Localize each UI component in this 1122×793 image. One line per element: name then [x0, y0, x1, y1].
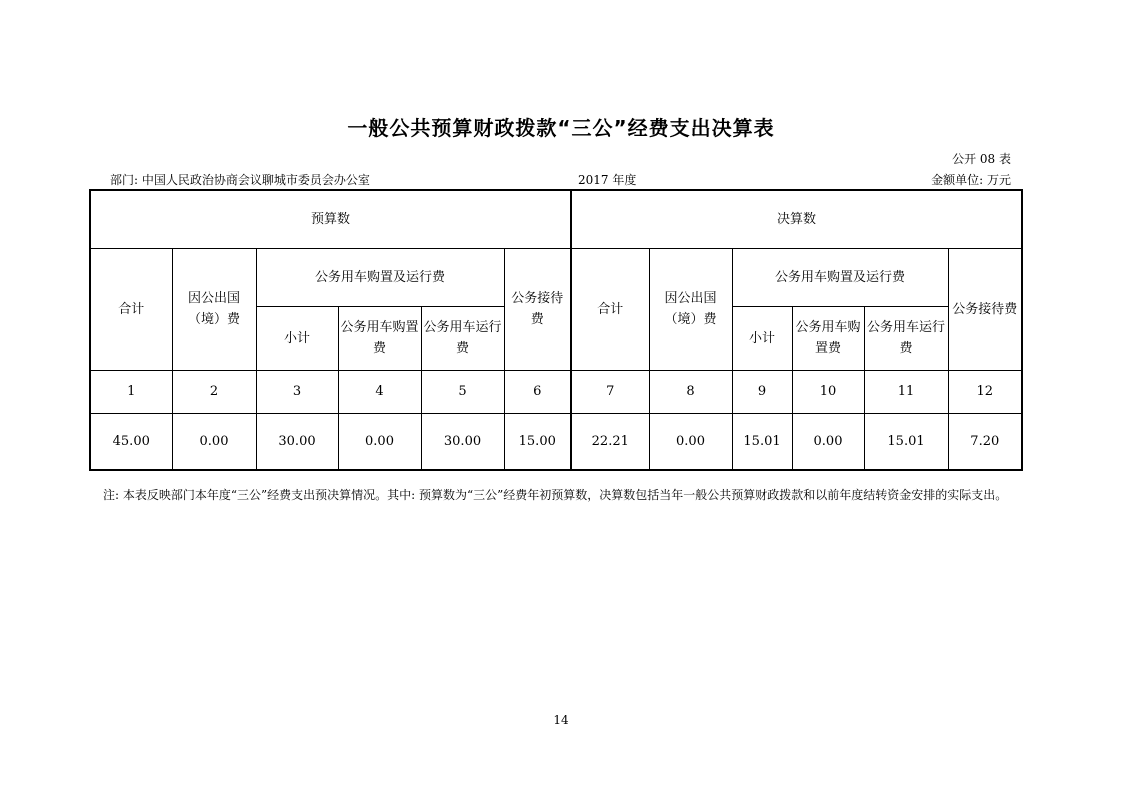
budget-abroad-header: 因公出国（境）费 [172, 248, 256, 370]
final-reception-header: 公务接待费 [948, 248, 1022, 370]
col-number: 2 [172, 370, 256, 413]
col-number: 5 [421, 370, 504, 413]
col-number: 8 [649, 370, 732, 413]
col-number: 11 [864, 370, 948, 413]
value-cell: 15.01 [732, 413, 792, 470]
final-header: 决算数 [571, 190, 1022, 248]
col-number: 3 [256, 370, 338, 413]
final-purchase-header: 公务用车购置费 [792, 306, 864, 370]
expense-table [89, 189, 1023, 471]
value-cell: 22.21 [571, 413, 649, 470]
budget-vehicle-group-header: 公务用车购置及运行费 [256, 248, 504, 306]
budget-total-header: 合计 [90, 248, 172, 370]
value-cell: 30.00 [421, 413, 504, 470]
budget-reception-header: 公务接待费 [504, 248, 571, 370]
col-number: 6 [504, 370, 571, 413]
final-operation-header: 公务用车运行费 [864, 306, 948, 370]
footnote: 注: 本表反映部门本年度“三公”经费支出预决算情况。其中: 预算数为“三公”经费年初预算数，决算数包括当年一般公共预算财政拨款和以前年度结转资金安排的实际支出。 [103, 488, 1008, 502]
value-cell: 0.00 [338, 413, 421, 470]
value-cell: 30.00 [256, 413, 338, 470]
value-cell: 45.00 [90, 413, 172, 470]
final-total-header: 合计 [571, 248, 649, 370]
form-number: 公开 08 表 [952, 152, 1011, 166]
column-number-row [90, 370, 1022, 413]
page-number: 14 [553, 713, 569, 727]
value-cell: 0.00 [792, 413, 864, 470]
value-cell: 15.01 [864, 413, 948, 470]
budget-subtotal-header: 小计 [256, 306, 338, 370]
budget-header: 预算数 [90, 190, 571, 248]
unit-label: 金额单位: 万元 [931, 173, 1011, 187]
final-abroad-header: 因公出国（境）费 [649, 248, 732, 370]
page-title: 一般公共预算财政拨款“三公”经费支出决算表 [347, 116, 775, 140]
col-number: 7 [571, 370, 649, 413]
col-number: 9 [732, 370, 792, 413]
value-cell: 15.00 [504, 413, 571, 470]
budget-operation-header: 公务用车运行费 [421, 306, 504, 370]
final-subtotal-header: 小计 [732, 306, 792, 370]
year-label: 2017 年度 [578, 173, 637, 187]
final-vehicle-group-header: 公务用车购置及运行费 [732, 248, 948, 306]
col-number: 4 [338, 370, 421, 413]
value-cell: 7.20 [948, 413, 1022, 470]
value-cell: 0.00 [172, 413, 256, 470]
department-label: 部门: 中国人民政治协商会议聊城市委员会办公室 [110, 173, 370, 187]
col-number: 12 [948, 370, 1022, 413]
col-number: 10 [792, 370, 864, 413]
value-cell: 0.00 [649, 413, 732, 470]
col-number: 1 [90, 370, 172, 413]
value-row [90, 413, 1022, 470]
budget-purchase-header: 公务用车购置费 [338, 306, 421, 370]
